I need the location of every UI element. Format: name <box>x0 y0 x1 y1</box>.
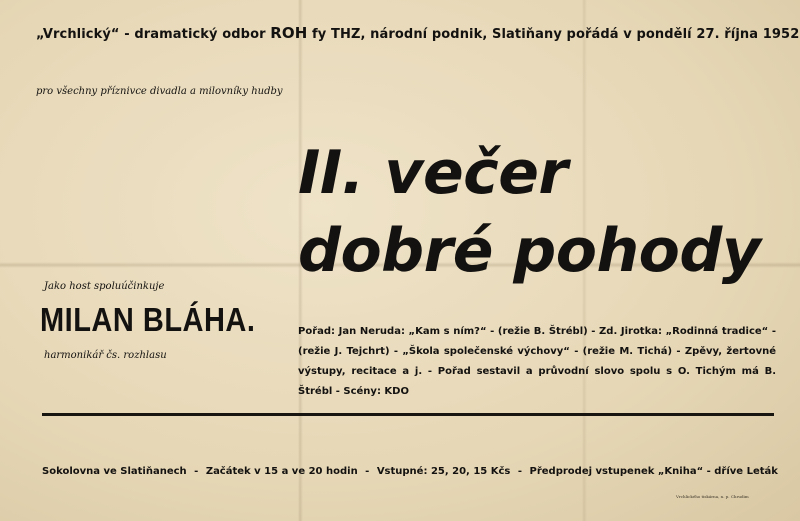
footer-separator: - <box>365 466 370 477</box>
footer-tickets: Vstupné: 25, 20, 15 Kčs <box>376 466 511 477</box>
guest-intro: Jako host spoluúčinkuje <box>44 281 165 292</box>
program-text: Pořad: Jan Neruda: „Kam s ním?“ - (režie B. Štrébl) - Zd. Jirotka: „Rodinná tradice“ - (režie J. Tejchrt) - „Škola společenské výchovy“ - (režie M. Tichá) - Zpěvy, žertovné výstupy, recitace a j. - Pořad sestavil a průvodní slovo spolu s O. Tichým má B. Štrébl - Scény: KDO <box>298 326 776 397</box>
guest-role: harmonikář čs. rozhlasu <box>44 350 167 361</box>
header-details: fy THZ, národní podnik, Slatiňany pořádá v pondělí 27. října 1952 <box>307 27 800 42</box>
footer <box>42 466 778 477</box>
title-line-1: II. večer <box>298 138 568 208</box>
printer-credit: Vrchlického tiskárna, n. p. Chrudim <box>676 494 749 499</box>
footer-presale: Předprodej vstupenek „Kniha“ - dříve Leták <box>529 466 778 477</box>
footer-start: Začátek v 15 a ve 20 hodin <box>205 466 358 477</box>
audience-line: pro všechny příznivce divadla a milovníky hudby <box>36 86 283 97</box>
footer-separator: - <box>517 466 523 477</box>
divider-rule <box>42 413 774 416</box>
event-title <box>298 134 788 290</box>
footer-separator: - <box>194 466 199 477</box>
event-header <box>36 24 800 42</box>
guest-name: MILAN BLÁHA. <box>40 302 256 339</box>
title-line-2: dobré pohody <box>298 216 761 286</box>
header-roh: ROH <box>270 24 308 42</box>
header-organizer: „Vrchlický“ - dramatický odbor <box>36 27 271 42</box>
footer-venue: Sokolovna ve Slatiňanech <box>42 466 187 477</box>
